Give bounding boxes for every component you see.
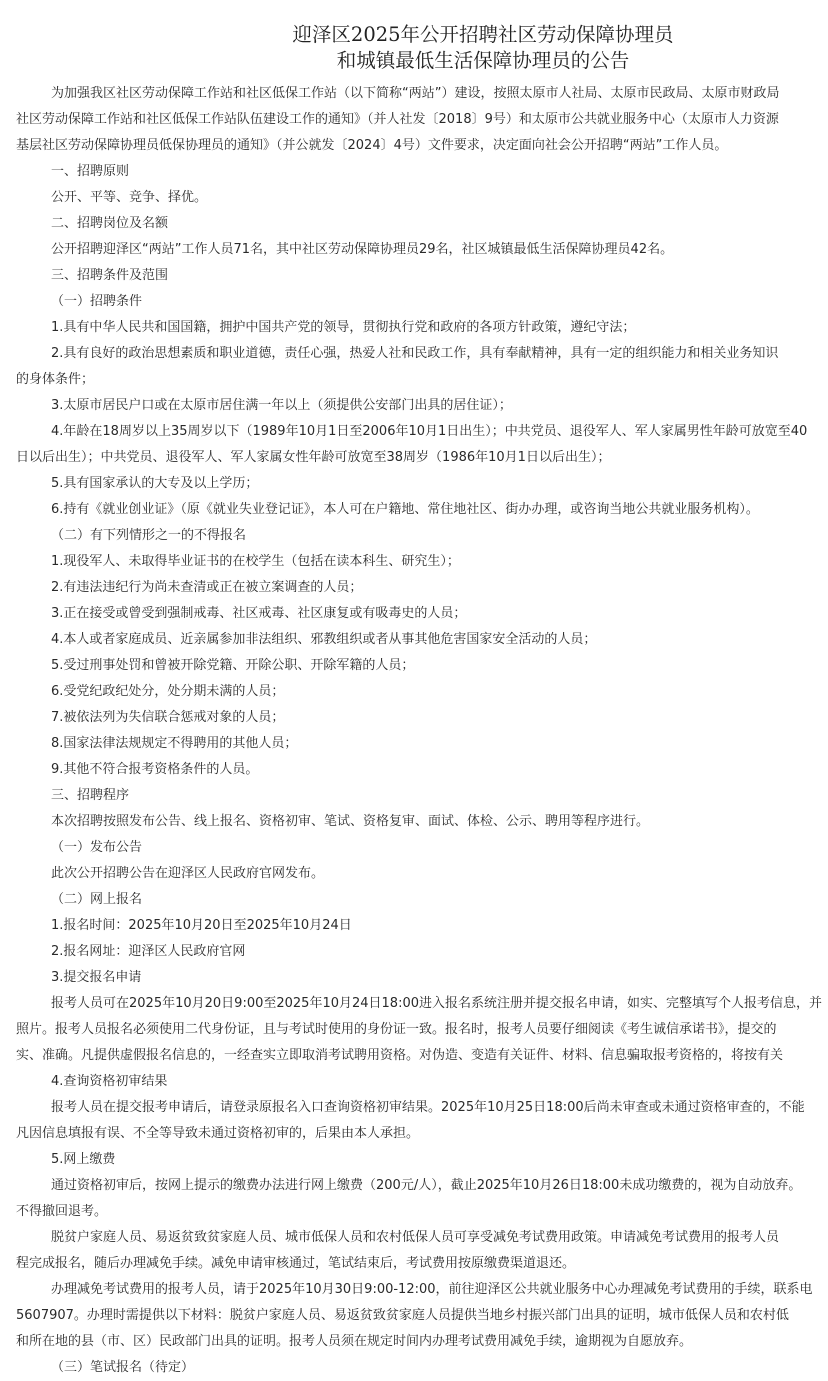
paragraph-line: 报考人员可在2025年10月20日9:00至2025年10月24日18:00进入报名系统注册并提交报名申请，如实、完整填写个人报考信息，并 <box>51 996 822 1011</box>
paragraph-line: 5.受过刑事处罚和曾被开除党籍、开除公职、开除军籍的人员； <box>51 658 415 673</box>
paragraph-line: 实、准确。凡提供虚假报名信息的，一经查实立即取消考试聘用资格。对伪造、变造有关证件、材料、信息骗取报考资格的，将按有关 <box>16 1048 784 1063</box>
paragraph-line: （一）招聘条件 <box>51 294 143 309</box>
document-title-line-2: 和城镇最低生活保障协理员的公告 <box>336 49 630 72</box>
paragraph-line: 4.年龄在18周岁以上35周岁以下（1989年10月1日至2006年10月1日出生）；中共党员、退役军人、军人家属男性年龄可放宽至40 <box>51 424 808 439</box>
paragraph-line: 7.被依法列为失信联合惩戒对象的人员； <box>51 710 285 725</box>
paragraph-line: 二、招聘岗位及名额 <box>51 216 169 231</box>
paragraph-line: 5607907。办理时需提供以下材料：脱贫户家庭人员、易返贫致贫家庭人员提供当地乡村振兴部门出具的证明，城市低保人员和农村低 <box>16 1308 789 1323</box>
paragraph-line: 三、招聘程序 <box>51 788 130 803</box>
paragraph-line: 4.查询资格初审结果 <box>51 1074 168 1089</box>
paragraph-line: 公开招聘迎泽区“两站”工作人员71名，其中社区劳动保障协理员29名，社区城镇最低生活保障协理员42名。 <box>51 242 674 257</box>
paragraph-line: 3.提交报名申请 <box>51 970 142 985</box>
paragraph-line: 三、招聘条件及范围 <box>51 268 169 283</box>
paragraph-line: 6.受党纪政纪处分，处分期未满的人员； <box>51 684 285 699</box>
paragraph-line: 1.具有中华人民共和国国籍，拥护中国共产党的领导，贯彻执行党和政府的各项方针政策，遵纪守法； <box>51 320 636 335</box>
paragraph-line: 本次招聘按照发布公告、线上报名、资格初审、笔试、资格复审、面试、体检、公示、聘用等程序进行。 <box>51 814 650 829</box>
paragraph-line: 2.有违法违纪行为尚未查清或正在被立案调查的人员； <box>51 580 363 595</box>
paragraph-line: 通过资格初审后，按网上提示的缴费办法进行网上缴费（200元/人），截止2025年10月26日18:00未成功缴费的，视为自动放弃。 <box>51 1178 802 1193</box>
paragraph-line: 为加强我区社区劳动保障工作站和社区低保工作站（以下简称“两站”）建设，按照太原市人社局、太原市民政局、太原市财政局 <box>51 86 780 101</box>
paragraph-line: 2.报名网址：迎泽区人民政府官网 <box>51 944 246 959</box>
paragraph-line: 此次公开招聘公告在迎泽区人民政府官网发布。 <box>51 866 325 881</box>
paragraph-line: 社区劳动保障工作站和社区低保工作站队伍建设工作的通知》（并人社发〔2018〕9号）和太原市公共就业服务中心（太原市人力资源 <box>16 112 779 127</box>
paragraph-line: 办理减免考试费用的报考人员，请于2025年10月30日9:00-12:00，前往迎泽区公共就业服务中心办理减免考试费用的手续，联系电 <box>51 1282 813 1297</box>
paragraph-line: 5.具有国家承认的大专及以上学历； <box>51 476 259 491</box>
paragraph-line: 的身体条件； <box>16 372 95 387</box>
paragraph-line: 一、招聘原则 <box>51 164 130 179</box>
paragraph-line: 4.本人或者家庭成员、近亲属参加非法组织、邪教组织或者从事其他危害国家安全活动的人员； <box>51 632 597 647</box>
paragraph-line: 5.网上缴费 <box>51 1152 116 1167</box>
paragraph-line: 照片。报考人员报名必须使用二代身份证，且与考试时使用的身份证一致。报名时，报考人员要仔细阅读《考生诚信承诺书》，提交的 <box>16 1022 777 1037</box>
paragraph-line: 9.其他不符合报考资格条件的人员。 <box>51 762 259 777</box>
paragraph-line: 日以后出生）；中共党员、退役军人、军人家属女性年龄可放宽至38周岁（1986年10月1日以后出生）； <box>16 450 611 465</box>
paragraph-line: （一）发布公告 <box>51 840 143 855</box>
paragraph-line: 脱贫户家庭人员、易返贫致贫家庭人员、城市低保人员和农村低保人员可享受减免考试费用政策。申请减免考试费用的报考人员 <box>51 1230 780 1245</box>
paragraph-line: 3.太原市居民户口或在太原市居住满一年以上（须提供公安部门出具的居住证）； <box>51 398 512 413</box>
paragraph-line: 和所在地的县（市、区）民政部门出具的证明。报考人员须在规定时间内办理考试费用减免手续，逾期视为自愿放弃。 <box>16 1334 693 1349</box>
paragraph-line: 不得撤回退考。 <box>16 1204 108 1219</box>
paragraph-line: 1.现役军人、未取得毕业证书的在校学生（包括在读本科生、研究生）； <box>51 554 460 569</box>
paragraph-line: 6.持有《就业创业证》（原《就业失业登记证》，本人可在户籍地、常住地社区、街办办理，或咨询当地公共就业服务机构）。 <box>51 502 759 517</box>
paragraph-line: 8.国家法律法规规定不得聘用的其他人员； <box>51 736 298 751</box>
paragraph-line: 程完成报名，随后办理减免手续。减免申请审核通过，笔试结束后，考试费用按原缴费渠道退还。 <box>16 1256 576 1271</box>
paragraph-line: 2.具有良好的政治思想素质和职业道德，责任心强，热爱人社和民政工作，具有奉献精神，具有一定的组织能力和相关业务知识 <box>51 346 779 361</box>
paragraph-line: 基层社区劳动保障协理员低保协理员的通知》（并公就发〔2024〕4号）文件要求，决定面向社会公开招聘“两站”工作人员。 <box>16 138 728 153</box>
paragraph-line: （三）笔试报名（待定） <box>51 1360 195 1375</box>
paragraph-line: 1.报名时间：2025年10月20日至2025年10月24日 <box>51 918 352 933</box>
document-body <box>0 81 828 1381</box>
document-title-line-1: 迎泽区2025年公开招聘社区劳动保障协理员 <box>292 23 674 46</box>
paragraph-line: 公开、平等、竞争、择优。 <box>51 190 208 205</box>
paragraph-line: 3.正在接受或曾受到强制戒毒、社区戒毒、社区康复或有吸毒史的人员； <box>51 606 467 621</box>
paragraph-line: （二）网上报名 <box>51 892 143 907</box>
paragraph-line: 凡因信息填报有误、不全等导致未通过资格初审的，后果由本人承担。 <box>16 1126 420 1141</box>
paragraph-line: 报考人员在提交报考申请后，请登录原报名入口查询资格初审结果。2025年10月25日18:00后尚未审查或未通过资格审查的，不能 <box>51 1100 805 1115</box>
paragraph-line: （二）有下列情形之一的不得报名 <box>51 528 247 543</box>
